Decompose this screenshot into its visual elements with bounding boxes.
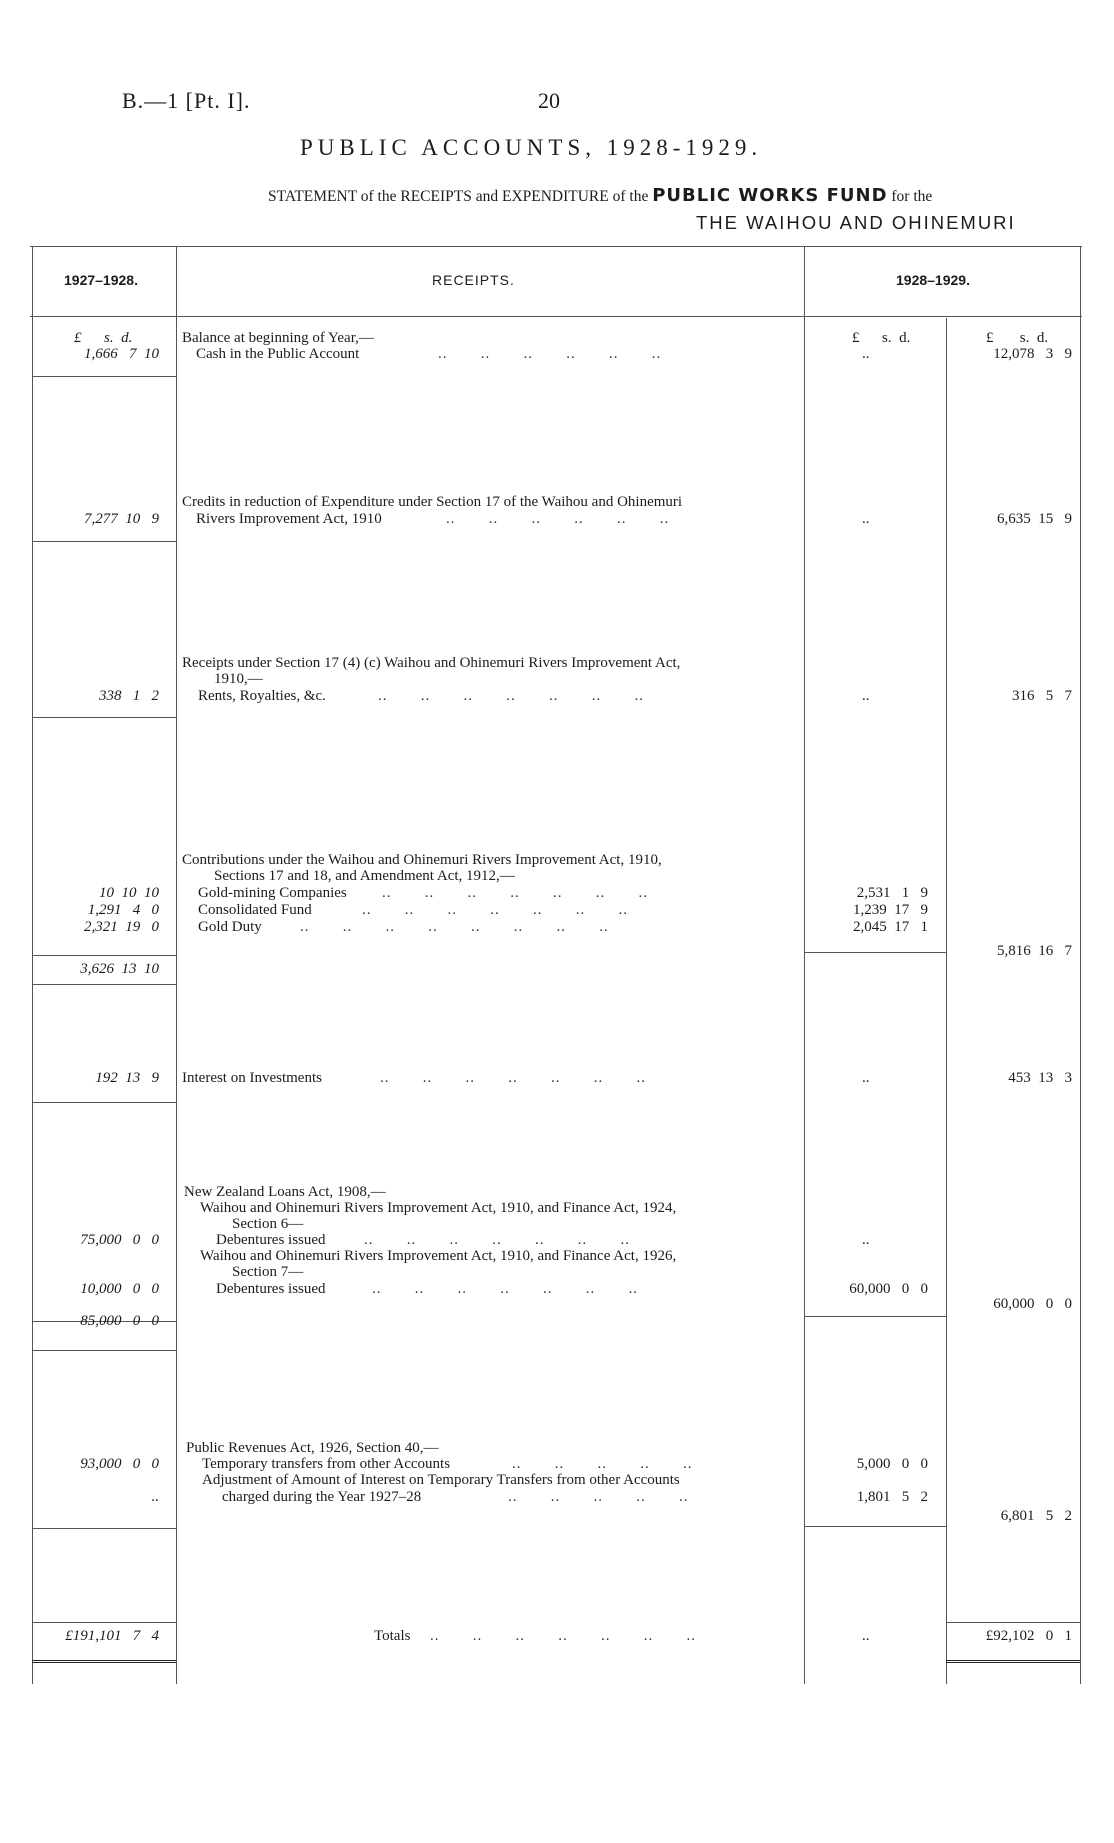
rule-receipts bbox=[32, 717, 176, 718]
rule-interest bbox=[32, 1102, 176, 1103]
total-amount: 453 13 3 bbox=[1008, 1070, 1072, 1086]
prev-grand-total: £191,101 7 4 bbox=[65, 1628, 159, 1644]
rule-totals-top-right bbox=[946, 1622, 1080, 1623]
row-sublabel: Temporary transfers from other Accounts bbox=[202, 1456, 451, 1472]
statement-subtitle bbox=[268, 185, 932, 206]
row-label-cont: 1910,— bbox=[214, 671, 263, 687]
table-top-rule bbox=[30, 246, 1082, 247]
mid-amount: 1,239 17 9 bbox=[853, 902, 928, 918]
mid-amount: .. bbox=[862, 1628, 870, 1644]
dot-leader: .. .. .. .. .. bbox=[508, 1489, 689, 1505]
total-amount: 6,635 15 9 bbox=[997, 511, 1072, 527]
column-divider-receipts bbox=[804, 246, 805, 1684]
row-sublabel: Cash in the Public Account bbox=[196, 346, 360, 362]
row-label-cont: Sections 17 and 18, and Amendment Act, 1912,— bbox=[214, 868, 515, 884]
header-bottom-rule bbox=[30, 316, 1082, 317]
dot-leader: .. .. .. .. .. bbox=[512, 1456, 693, 1472]
rule-contrib-mid bbox=[804, 952, 946, 953]
rule-credits bbox=[32, 541, 176, 542]
column-divider-prev bbox=[176, 246, 177, 1684]
mid-amount: 5,000 0 0 bbox=[856, 1456, 928, 1472]
prev-amount: 93,000 0 0 bbox=[80, 1456, 159, 1472]
mid-amount: .. bbox=[862, 1070, 870, 1086]
mid-amount: 2,045 17 1 bbox=[853, 919, 928, 935]
rule-contrib-sub bbox=[32, 955, 176, 956]
rule-balance bbox=[32, 376, 176, 377]
total-amount: 6,801 5 2 bbox=[1000, 1508, 1072, 1524]
dot-leader: .. .. .. .. .. .. .. bbox=[372, 1281, 638, 1297]
mid-amount: .. bbox=[862, 1232, 870, 1248]
dot-leader: .. .. .. .. .. .. .. bbox=[362, 902, 628, 918]
row-label: Interest on Investments bbox=[182, 1070, 322, 1086]
dot-leader: .. .. .. .. .. .. .. bbox=[378, 688, 644, 704]
grand-total: £92,102 0 1 bbox=[985, 1628, 1072, 1644]
prev-amount: 10 10 10 bbox=[99, 885, 159, 901]
mid-amount: .. bbox=[862, 511, 870, 527]
dot-leader: .. .. .. .. .. .. .. bbox=[380, 1070, 646, 1086]
prev-amount: 7,277 10 9 bbox=[84, 511, 159, 527]
total-amount: 5,816 16 7 bbox=[997, 943, 1072, 959]
totals-label: Totals bbox=[374, 1628, 411, 1644]
row-label-cont: charged during the Year 1927–28 bbox=[222, 1489, 422, 1505]
row-label: Contributions under the Waihou and Ohinemuri Rivers Improvement Act, 1910, bbox=[182, 852, 662, 868]
rule-loans-mid bbox=[804, 1316, 946, 1317]
prev-amount: 2,321 19 0 bbox=[84, 919, 159, 935]
row-label: Public Revenues Act, 1926, Section 40,— bbox=[186, 1440, 439, 1456]
dot-leader: .. .. .. .. .. .. .. .. bbox=[300, 919, 609, 935]
column-header-curr-year: 1928–1929. bbox=[896, 272, 970, 288]
lsd-header-prev: £ s. d. bbox=[74, 330, 133, 346]
lsd-header-mid: £ s. d. bbox=[852, 330, 911, 346]
row-sublabel: Adjustment of Amount of Interest on Temporary Transfers from other Accounts bbox=[202, 1472, 680, 1488]
prev-amount: 192 13 9 bbox=[95, 1070, 159, 1086]
dot-leader: .. .. .. .. .. .. bbox=[446, 511, 670, 527]
column-header-receipts: RECEIPTS. bbox=[432, 272, 515, 288]
row-label: Receipts under Section 17 (4) (c) Waihou and Ohinemuri Rivers Improvement Act, bbox=[182, 655, 681, 671]
row-sublabel: Rents, Royalties, &c. bbox=[198, 688, 326, 704]
table-right-border bbox=[1080, 246, 1081, 1684]
row-sublabel: Debentures issued bbox=[216, 1232, 326, 1248]
rule-totals-right bbox=[946, 1660, 1080, 1663]
lsd-header-right: £ s. d. bbox=[986, 330, 1049, 346]
document-reference: B.—1 [Pt. I]. bbox=[122, 88, 251, 113]
prev-amount: 1,666 7 10 bbox=[84, 346, 159, 362]
rule-totals-top-prev bbox=[32, 1622, 176, 1623]
rule-loans bbox=[32, 1350, 176, 1351]
contribution-item-label: Gold-mining Companies bbox=[198, 885, 347, 901]
dot-leader: .. .. .. .. .. .. .. bbox=[430, 1628, 696, 1644]
dot-leader: .. .. .. .. .. .. bbox=[438, 346, 662, 362]
row-sublabel: Debentures issued bbox=[216, 1281, 326, 1297]
row-label: Credits in reduction of Expenditure under Section 17 of the Waihou and Ohinemuri bbox=[182, 494, 683, 510]
prev-amount: 338 1 2 bbox=[99, 688, 159, 704]
row-label: Balance at beginning of Year,— bbox=[182, 330, 374, 346]
row-label-cont: Waihou and Ohinemuri Rivers Improvement Act, 1910, and Finance Act, 1924, bbox=[200, 1200, 677, 1216]
rule-revenues-mid bbox=[804, 1526, 946, 1527]
dot-leader: .. .. .. .. .. .. .. bbox=[382, 885, 648, 901]
contribution-item-label: Gold Duty bbox=[198, 919, 262, 935]
subtitle-fund-name: PUBLIC WORKS FUND bbox=[652, 185, 888, 206]
total-amount: 12,078 3 9 bbox=[993, 346, 1072, 362]
row-label: New Zealand Loans Act, 1908,— bbox=[184, 1184, 386, 1200]
prev-subtotal: 3,626 13 10 bbox=[80, 961, 159, 977]
column-header-prev-year: 1927–1928. bbox=[64, 272, 138, 288]
page-number: 20 bbox=[538, 88, 560, 113]
mid-amount: 60,000 0 0 bbox=[849, 1281, 928, 1297]
row-label-cont: Waihou and Ohinemuri Rivers Improvement Act, 1910, and Finance Act, 1926, bbox=[200, 1248, 677, 1264]
row-label-cont: Rivers Improvement Act, 1910 bbox=[196, 511, 382, 527]
contribution-item-label: Consolidated Fund bbox=[198, 902, 312, 918]
total-amount: 316 5 7 bbox=[1012, 688, 1072, 704]
total-amount: 60,000 0 0 bbox=[993, 1296, 1072, 1312]
column-divider-mid bbox=[946, 318, 947, 1684]
prev-amount: .. bbox=[151, 1489, 159, 1505]
subtitle-prefix: STATEMENT of the RECEIPTS and EXPENDITURE of the bbox=[268, 188, 649, 205]
mid-amount: 2,531 1 9 bbox=[856, 885, 928, 901]
rule-totals-prev bbox=[32, 1660, 176, 1663]
rule-contrib bbox=[32, 984, 176, 985]
page-title: PUBLIC ACCOUNTS, 1928-1929. bbox=[300, 135, 763, 160]
table-left-border bbox=[32, 246, 33, 1684]
subtitle-suffix: for the bbox=[891, 188, 933, 205]
row-label-cont: Section 6— bbox=[232, 1216, 304, 1232]
prev-amount: 10,000 0 0 bbox=[80, 1281, 159, 1297]
mid-amount: .. bbox=[862, 346, 870, 362]
prev-subtotal: 85,000 0 0 bbox=[80, 1313, 159, 1329]
rule-revenues bbox=[32, 1528, 176, 1529]
mid-amount: 1,801 5 2 bbox=[856, 1489, 928, 1505]
dot-leader: .. .. .. .. .. .. .. bbox=[364, 1232, 630, 1248]
statement-subtitle-line2: THE WAIHOU AND OHINEMURI bbox=[696, 212, 1016, 233]
row-label-cont: Section 7— bbox=[232, 1264, 304, 1280]
prev-amount: 75,000 0 0 bbox=[80, 1232, 159, 1248]
mid-amount: .. bbox=[862, 688, 870, 704]
prev-amount: 1,291 4 0 bbox=[87, 902, 159, 918]
